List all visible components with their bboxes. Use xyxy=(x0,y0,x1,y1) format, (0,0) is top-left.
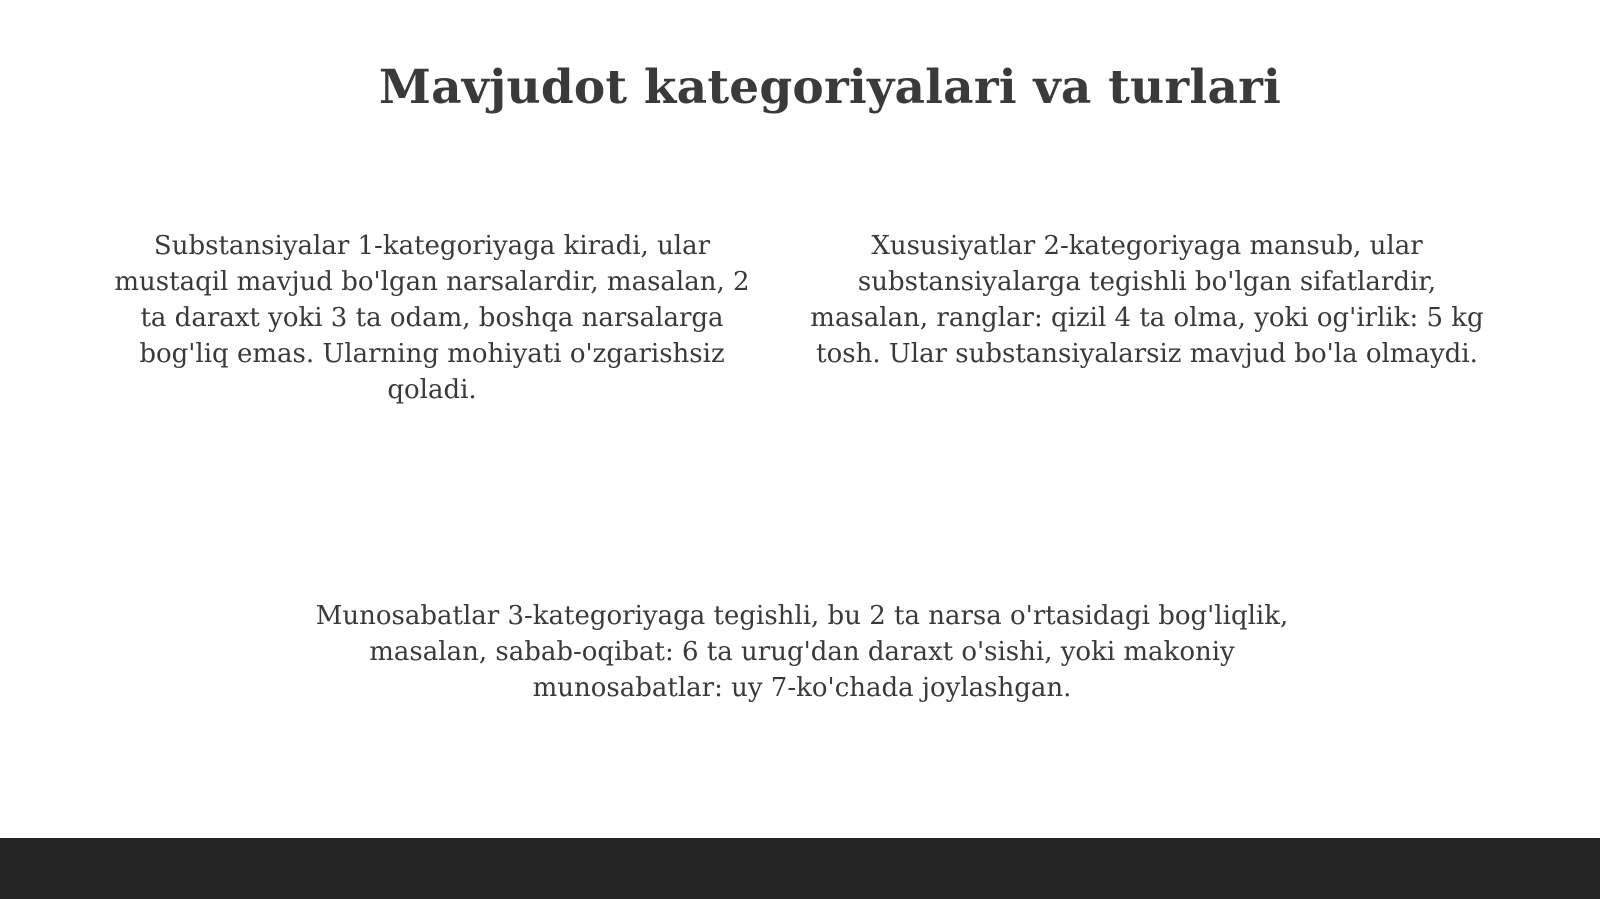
substances-text: Substansiyalar 1-kategoriyaga kiradi, ular mustaqil mavjud bo'lgan narsalardir, masalan, 2 ta daraxt yoki 3 ta odam, boshqa narsalarga bog'liq emas. Ularning mohiyati o'zgarishsiz qoladi. xyxy=(114,231,750,405)
relations-text: Munosabatlar 3-kategoriyaga tegishli, bu 2 ta narsa o'rtasidagi bog'liqlik, masalan, sabab-oqibat: 6 ta urug'dan daraxt o'sishi, yoki makoniy munosabatlar: uy 7-ko'chada joylashgan. xyxy=(315,601,1289,703)
footer-bar xyxy=(0,838,1600,899)
properties-text: Xususiyatlar 2-kategoriyaga mansub, ular substansiyalarga tegishli bo'lgan sifatlardir, masalan, ranglar: qizil 4 ta olma, yoki og'irlik: 5 kg tosh. Ular substansiyalarsiz mavjud bo'la olmaydi. xyxy=(810,231,1484,369)
slide-title: Mavjudot kategoriyalari va turlari xyxy=(378,60,1282,115)
